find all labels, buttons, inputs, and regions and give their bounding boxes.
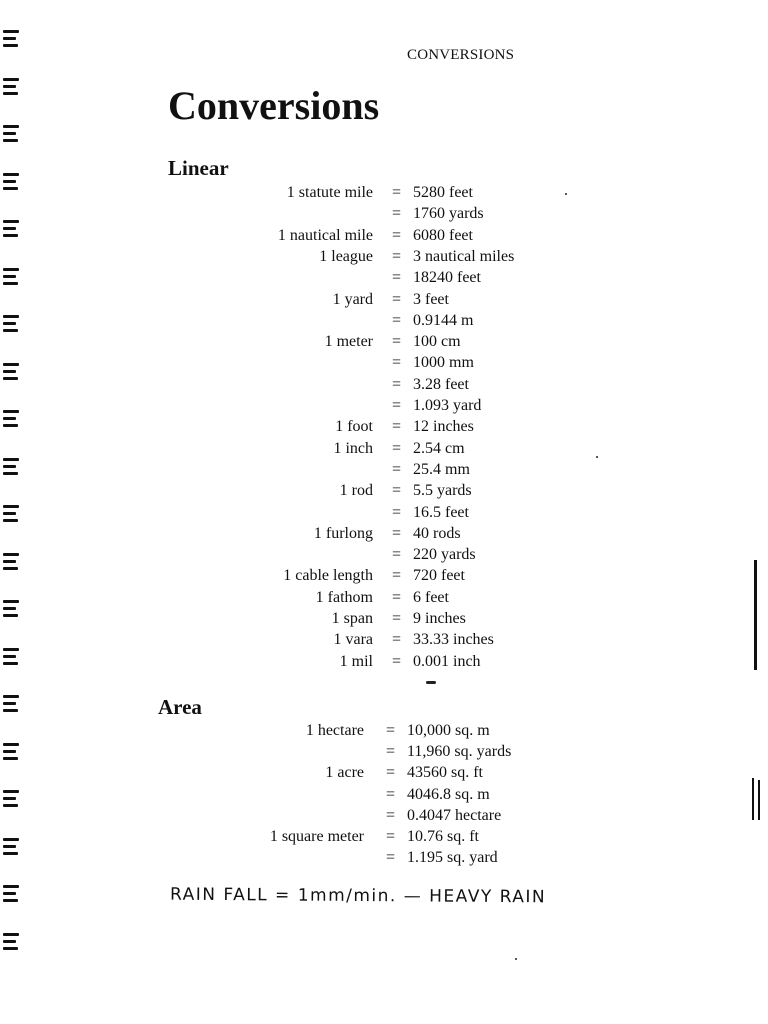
conversion-value: 9 inches: [413, 610, 466, 627]
conversion-row: [0, 720, 768, 741]
page-title: Conversions: [168, 83, 380, 128]
conversion-row: [0, 629, 768, 650]
scan-speck: [565, 193, 567, 195]
equals-sign: =: [392, 567, 402, 585]
equals-sign: =: [392, 439, 402, 457]
conversion-value: 40 rods: [413, 524, 461, 542]
equals-sign: =: [392, 503, 402, 521]
conversion-row: [0, 805, 768, 826]
conversion-value: 10,000 sq. m: [407, 722, 490, 739]
conversion-value: 1000 mm: [413, 354, 474, 372]
conversion-unit: 1 inch: [333, 439, 373, 457]
conversion-row: [0, 331, 768, 352]
conversion-value: 10.76 sq. ft: [407, 828, 479, 845]
conversion-value: 33.33 inches: [413, 631, 494, 649]
scan-speck: [515, 958, 517, 960]
equals-sign: =: [386, 722, 396, 739]
conversion-value: 100 cm: [413, 333, 461, 351]
conversion-unit: 1 rod: [339, 482, 373, 500]
conversion-value: 11,960 sq. yards: [407, 743, 512, 761]
conversion-unit: 1 fathom: [315, 588, 373, 606]
conversion-unit: 1 square meter: [269, 828, 364, 845]
equals-sign: =: [386, 806, 396, 824]
equals-sign: =: [392, 588, 402, 606]
conversion-unit: 1 statute mile: [286, 184, 373, 201]
conversion-row: [0, 565, 768, 586]
conversion-row: [0, 480, 768, 501]
conversion-value: 1760 yards: [413, 205, 484, 223]
conversion-row: [0, 416, 768, 437]
conversion-unit: 1 foot: [335, 418, 373, 436]
conversion-row: [0, 438, 768, 459]
conversion-value: 2.54 cm: [413, 439, 465, 457]
equals-sign: =: [392, 205, 402, 223]
section-heading-area: Area: [158, 695, 202, 719]
conversion-value: 0.4047 hectare: [407, 806, 502, 824]
handwritten-note: RAIN FALL = 1mm/min. — HEAVY RAIN: [169, 884, 547, 908]
conversion-value: 220 yards: [413, 546, 476, 564]
equals-sign: =: [392, 546, 402, 564]
conversion-unit: 1 yard: [332, 290, 373, 308]
conversion-value: 12 inches: [413, 418, 474, 436]
conversion-row: [0, 310, 768, 331]
equals-sign: =: [386, 764, 396, 782]
conversion-value: 1.093 yard: [413, 397, 482, 414]
conversion-unit: 1 furlong: [313, 524, 373, 542]
conversion-row: [0, 459, 768, 480]
conversion-row: [0, 826, 768, 847]
conversion-row: [0, 225, 768, 246]
conversion-row: [0, 651, 768, 672]
conversion-row: [0, 847, 768, 868]
conversion-value: 3 nautical miles: [413, 247, 515, 265]
scan-mark: [426, 681, 436, 684]
conversion-unit: 1 span: [331, 610, 373, 627]
equals-sign: =: [386, 828, 396, 845]
conversion-row: [0, 608, 768, 629]
conversion-row: [0, 395, 768, 416]
conversion-row: [0, 544, 768, 565]
conversion-value: 4046.8 sq. m: [407, 785, 490, 803]
conversion-row: [0, 289, 768, 310]
conversion-unit: 1 nautical mile: [277, 226, 373, 244]
conversion-unit: 1 cable length: [283, 567, 373, 585]
conversion-value: 3 feet: [413, 290, 449, 308]
conversion-value: 0.9144 m: [413, 311, 474, 329]
conversion-row: [0, 502, 768, 523]
equals-sign: =: [392, 311, 402, 329]
conversion-row: [0, 246, 768, 267]
conversion-value: 25.4 mm: [413, 460, 470, 478]
conversion-unit: 1 league: [319, 247, 373, 265]
conversion-value: 3.28 feet: [413, 375, 469, 393]
conversion-value: 16.5 feet: [413, 503, 469, 521]
conversion-unit: 1 vara: [333, 631, 373, 649]
equals-sign: =: [392, 184, 402, 201]
conversion-value: 5280 feet: [413, 184, 473, 201]
conversion-value: 1.195 sq. yard: [407, 849, 498, 867]
scan-speck: [596, 456, 598, 458]
equals-sign: =: [386, 743, 396, 761]
equals-sign: =: [392, 524, 402, 542]
conversion-value: 720 feet: [413, 567, 465, 585]
conversion-row: [0, 741, 768, 762]
equals-sign: =: [392, 226, 402, 244]
conversion-unit: 1 acre: [325, 764, 364, 782]
equals-sign: =: [392, 610, 402, 627]
conversion-unit: 1 mil: [339, 652, 373, 670]
equals-sign: =: [392, 290, 402, 308]
running-head: CONVERSIONS: [407, 47, 515, 63]
scan-edge-line: [758, 780, 760, 820]
equals-sign: =: [392, 247, 402, 265]
conversion-row: [0, 762, 768, 783]
equals-sign: =: [392, 482, 402, 500]
conversion-value: 43560 sq. ft: [407, 764, 483, 782]
equals-sign: =: [392, 269, 402, 287]
conversion-row: [0, 523, 768, 544]
equals-sign: =: [386, 785, 396, 803]
equals-sign: =: [392, 652, 402, 670]
equals-sign: =: [392, 460, 402, 478]
equals-sign: =: [392, 397, 402, 414]
equals-sign: =: [392, 375, 402, 393]
scan-edge-line: [752, 778, 754, 820]
conversion-unit: 1 meter: [324, 333, 373, 351]
equals-sign: =: [392, 418, 402, 436]
conversion-value: 6080 feet: [413, 226, 473, 244]
equals-sign: =: [392, 333, 402, 351]
conversion-value: 6 feet: [413, 588, 449, 606]
conversion-row: [0, 784, 768, 805]
conversion-value: 5.5 yards: [413, 482, 472, 500]
conversion-unit: 1 hectare: [305, 722, 364, 739]
equals-sign: =: [386, 849, 396, 867]
conversion-row: [0, 374, 768, 395]
conversion-row: [0, 352, 768, 373]
equals-sign: =: [392, 631, 402, 649]
section-heading-linear: Linear: [168, 156, 229, 180]
conversion-value: 0.001 inch: [413, 652, 481, 670]
conversion-row: [0, 203, 768, 224]
conversion-row: [0, 267, 768, 288]
scan-edge-line: [754, 560, 757, 670]
conversion-row: [0, 587, 768, 608]
conversion-value: 18240 feet: [413, 269, 481, 287]
equals-sign: =: [392, 354, 402, 372]
conversion-row: [0, 182, 768, 203]
